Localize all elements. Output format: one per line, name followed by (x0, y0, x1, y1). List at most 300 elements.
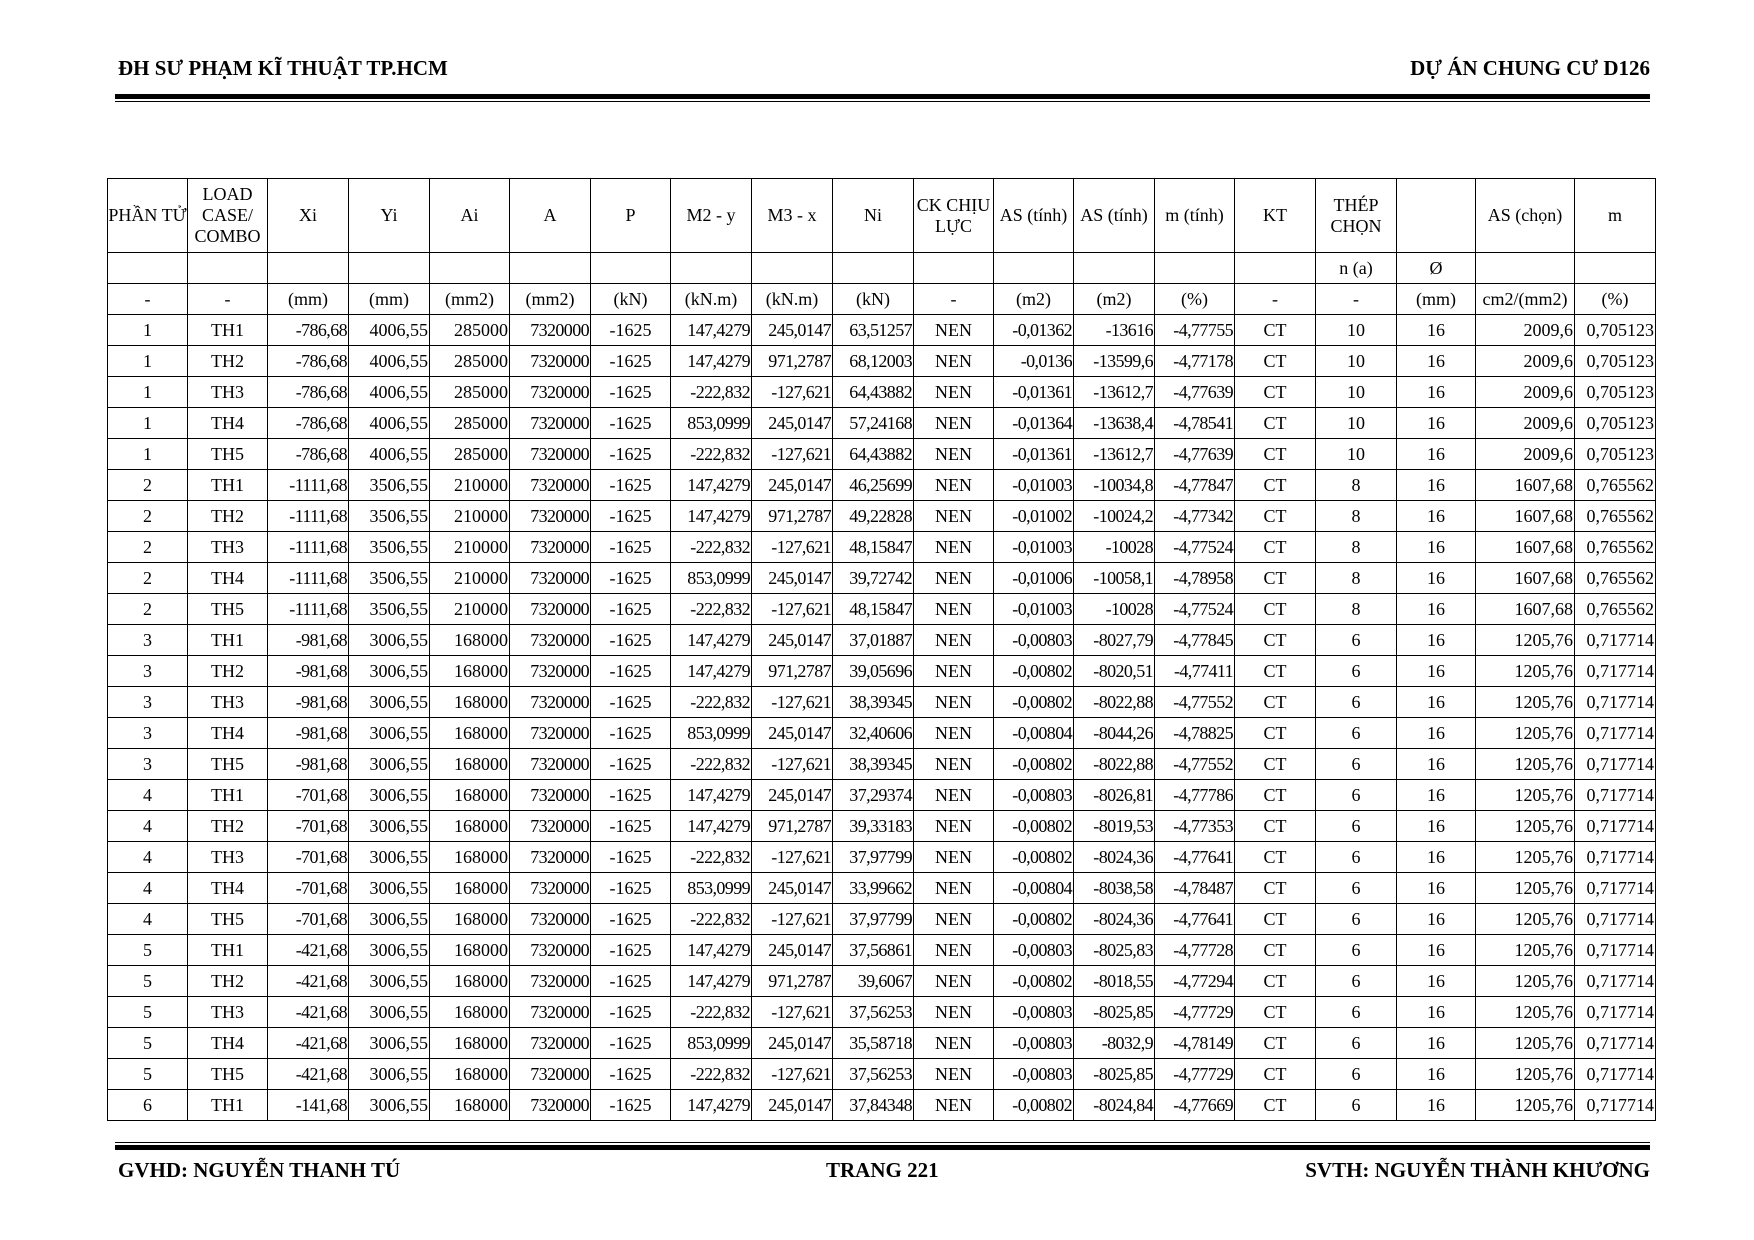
table-cell: 7320000 (510, 315, 591, 346)
table-cell: NEN (914, 842, 994, 873)
table-cell: 7320000 (510, 935, 591, 966)
header-unit-cell: (kN) (833, 284, 914, 315)
table-cell: -222,832 (671, 439, 752, 470)
table-cell: 49,22828 (833, 501, 914, 532)
table-cell: 168000 (430, 811, 510, 842)
table-cell: CT (1235, 501, 1316, 532)
table-cell: CT (1235, 718, 1316, 749)
table-cell: 7320000 (510, 687, 591, 718)
table-cell: -1111,68 (268, 532, 349, 563)
table-cell: -13599,6 (1074, 346, 1155, 377)
table-cell: CT (1235, 1059, 1316, 1090)
table-cell: 147,4279 (671, 935, 752, 966)
table-cell: -421,68 (268, 1059, 349, 1090)
table-cell: 0,717714 (1575, 1028, 1656, 1059)
table-row (108, 563, 1656, 594)
table-cell: 3006,55 (349, 780, 430, 811)
table-cell: 7320000 (510, 873, 591, 904)
table-cell: -1625 (591, 532, 671, 563)
table-row (108, 346, 1656, 377)
table-cell: -1625 (591, 377, 671, 408)
table-cell: NEN (914, 377, 994, 408)
table-cell: -1625 (591, 811, 671, 842)
table-cell: 16 (1397, 501, 1476, 532)
table-cell: -4,77353 (1155, 811, 1235, 842)
table-cell: CT (1235, 625, 1316, 656)
table-cell: -0,00802 (994, 1090, 1074, 1121)
table-cell: 39,6067 (833, 966, 914, 997)
table-cell: -1625 (591, 408, 671, 439)
table-cell: 16 (1397, 1059, 1476, 1090)
table-cell: -222,832 (671, 997, 752, 1028)
table-cell: -4,77845 (1155, 625, 1235, 656)
table-cell: -127,621 (752, 904, 833, 935)
table-cell: CT (1235, 935, 1316, 966)
table-cell: 0,717714 (1575, 656, 1656, 687)
table-cell: -786,68 (268, 408, 349, 439)
table-cell: 245,0147 (752, 315, 833, 346)
table-cell: 4 (108, 842, 188, 873)
table-cell: 37,97799 (833, 842, 914, 873)
table-cell: -10028 (1074, 532, 1155, 563)
table-cell: TH4 (188, 408, 268, 439)
table-cell: 245,0147 (752, 470, 833, 501)
table-cell: 3506,55 (349, 594, 430, 625)
header-unit-cell: - (188, 284, 268, 315)
table-cell: -4,77669 (1155, 1090, 1235, 1121)
table-cell: 0,717714 (1575, 1059, 1656, 1090)
table-cell: 16 (1397, 687, 1476, 718)
table-cell: 64,43882 (833, 439, 914, 470)
table-cell: 168000 (430, 625, 510, 656)
table-cell: CT (1235, 439, 1316, 470)
table-cell: -4,77552 (1155, 749, 1235, 780)
table-cell: 4006,55 (349, 377, 430, 408)
table-cell: -1625 (591, 687, 671, 718)
table-cell: 16 (1397, 346, 1476, 377)
table-cell: 245,0147 (752, 563, 833, 594)
table-cell: TH4 (188, 1028, 268, 1059)
table-cell: 8 (1316, 501, 1397, 532)
header-row-steel (108, 253, 1656, 284)
table-cell: 5 (108, 1028, 188, 1059)
table-cell: -786,68 (268, 377, 349, 408)
table-cell: 7320000 (510, 501, 591, 532)
table-cell: 1205,76 (1476, 687, 1575, 718)
table-cell: 2009,6 (1476, 346, 1575, 377)
table-cell: -10028 (1074, 594, 1155, 625)
table-cell: NEN (914, 749, 994, 780)
table-cell: 853,0999 (671, 873, 752, 904)
table-cell: 0,717714 (1575, 1090, 1656, 1121)
table-cell: NEN (914, 408, 994, 439)
table-cell: -222,832 (671, 842, 752, 873)
table-cell: NEN (914, 315, 994, 346)
header-unit-cell: - (1316, 284, 1397, 315)
table-cell: 37,29374 (833, 780, 914, 811)
footer-student: SVTH: NGUYỄN THÀNH KHƯƠNG (1305, 1158, 1650, 1182)
table-cell: 3506,55 (349, 470, 430, 501)
table-cell: 6 (108, 1090, 188, 1121)
table-cell: 7320000 (510, 563, 591, 594)
table-cell: -13612,7 (1074, 377, 1155, 408)
table-cell: -127,621 (752, 594, 833, 625)
table-cell: -0,01006 (994, 563, 1074, 594)
table-cell: -8025,85 (1074, 1059, 1155, 1090)
table-cell: 168000 (430, 935, 510, 966)
table-cell: 6 (1316, 1090, 1397, 1121)
table-cell: -0,00803 (994, 935, 1074, 966)
table-cell: 6 (1316, 904, 1397, 935)
table-cell: 2009,6 (1476, 315, 1575, 346)
table-cell: 33,99662 (833, 873, 914, 904)
table-cell: -8024,36 (1074, 904, 1155, 935)
header-steel-cell (1235, 253, 1316, 284)
table-cell: 853,0999 (671, 563, 752, 594)
header-title-cell: Ai (430, 179, 510, 253)
table-cell: CT (1235, 377, 1316, 408)
table-cell: 168000 (430, 842, 510, 873)
table-cell: -8025,83 (1074, 935, 1155, 966)
table-cell: -1111,68 (268, 594, 349, 625)
header-title-cell: P (591, 179, 671, 253)
table-cell: 168000 (430, 780, 510, 811)
table-cell: -1625 (591, 966, 671, 997)
table-cell: 10 (1316, 439, 1397, 470)
table-cell: -0,00803 (994, 1028, 1074, 1059)
table-cell: 7320000 (510, 718, 591, 749)
table-cell: -8027,79 (1074, 625, 1155, 656)
header-title-cell: LOAD CASE/ COMBO (188, 179, 268, 253)
table-cell: 1205,76 (1476, 904, 1575, 935)
header-steel-cell (1074, 253, 1155, 284)
table-cell: 1607,68 (1476, 594, 1575, 625)
header-title-cell: Yi (349, 179, 430, 253)
header-project: DỰ ÁN CHUNG CƯ D126 (1410, 56, 1650, 80)
header-school: ĐH SƯ PHẠM KĨ THUẬT TP.HCM (118, 56, 448, 80)
table-cell: CT (1235, 873, 1316, 904)
table-cell: -981,68 (268, 687, 349, 718)
table-row (108, 315, 1656, 346)
table-cell: -222,832 (671, 377, 752, 408)
table-cell: NEN (914, 1059, 994, 1090)
table-cell: NEN (914, 873, 994, 904)
table-cell: 168000 (430, 997, 510, 1028)
table-row (108, 408, 1656, 439)
footer-rule-thin (115, 1142, 1650, 1143)
table-cell: NEN (914, 594, 994, 625)
table-cell: -127,621 (752, 1059, 833, 1090)
table-cell: 0,717714 (1575, 749, 1656, 780)
table-cell: 37,01887 (833, 625, 914, 656)
table-cell: 0,717714 (1575, 966, 1656, 997)
table-cell: TH3 (188, 377, 268, 408)
table-cell: 4006,55 (349, 439, 430, 470)
table-cell: -0,00803 (994, 1059, 1074, 1090)
table-cell: TH4 (188, 563, 268, 594)
header-unit-cell: (mm) (349, 284, 430, 315)
table-cell: 68,12003 (833, 346, 914, 377)
table-cell: 1607,68 (1476, 563, 1575, 594)
table-cell: -0,01003 (994, 532, 1074, 563)
table-cell: -4,78958 (1155, 563, 1235, 594)
table-cell: -8022,88 (1074, 749, 1155, 780)
table-cell: -127,621 (752, 439, 833, 470)
table-cell: 16 (1397, 873, 1476, 904)
table-cell: 6 (1316, 873, 1397, 904)
table-cell: -1111,68 (268, 501, 349, 532)
table-cell: NEN (914, 470, 994, 501)
table-cell: 6 (1316, 842, 1397, 873)
table-cell: CT (1235, 346, 1316, 377)
table-cell: 57,24168 (833, 408, 914, 439)
table-cell: -981,68 (268, 656, 349, 687)
header-unit-cell: - (1235, 284, 1316, 315)
table-cell: -1625 (591, 656, 671, 687)
table-cell: 7320000 (510, 904, 591, 935)
table-cell: 10 (1316, 346, 1397, 377)
header-steel-cell (188, 253, 268, 284)
table-cell: 39,72742 (833, 563, 914, 594)
table-cell: 168000 (430, 1059, 510, 1090)
table-cell: 1205,76 (1476, 656, 1575, 687)
table-cell: TH1 (188, 780, 268, 811)
table-cell: 7320000 (510, 346, 591, 377)
table-cell: 147,4279 (671, 780, 752, 811)
table-cell: TH2 (188, 966, 268, 997)
table-cell: CT (1235, 811, 1316, 842)
table-cell: 3006,55 (349, 873, 430, 904)
header-unit-cell: (%) (1155, 284, 1235, 315)
table-cell: 16 (1397, 377, 1476, 408)
header-steel-cell (671, 253, 752, 284)
table-cell: 210000 (430, 470, 510, 501)
table-cell: 971,2787 (752, 811, 833, 842)
table-cell: -0,00802 (994, 842, 1074, 873)
table-cell: -786,68 (268, 315, 349, 346)
table-cell: 1205,76 (1476, 966, 1575, 997)
table-cell: -4,77729 (1155, 1059, 1235, 1090)
table-cell: NEN (914, 439, 994, 470)
table-cell: NEN (914, 966, 994, 997)
table-cell: 3006,55 (349, 625, 430, 656)
table-cell: -4,78825 (1155, 718, 1235, 749)
table-cell: 147,4279 (671, 470, 752, 501)
table-cell: -0,01003 (994, 594, 1074, 625)
table-cell: -10024,2 (1074, 501, 1155, 532)
table-cell: 245,0147 (752, 935, 833, 966)
table-row (108, 470, 1656, 501)
table-cell: NEN (914, 997, 994, 1028)
table-cell: CT (1235, 1028, 1316, 1059)
table-cell: -421,68 (268, 935, 349, 966)
table-cell: 5 (108, 997, 188, 1028)
table-cell: 1205,76 (1476, 718, 1575, 749)
table-cell: 6 (1316, 1028, 1397, 1059)
table-cell: 0,717714 (1575, 904, 1656, 935)
table-cell: 168000 (430, 873, 510, 904)
table-cell: NEN (914, 780, 994, 811)
table-cell: 1205,76 (1476, 749, 1575, 780)
table-cell: 8 (1316, 594, 1397, 625)
header-title-cell: m (tính) (1155, 179, 1235, 253)
table-cell: 3006,55 (349, 904, 430, 935)
table-cell: 0,717714 (1575, 625, 1656, 656)
table-cell: -1625 (591, 563, 671, 594)
table-cell: CT (1235, 904, 1316, 935)
header-unit-cell: cm2/(mm2) (1476, 284, 1575, 315)
table-cell: 1205,76 (1476, 935, 1575, 966)
header-unit-cell: (kN.m) (671, 284, 752, 315)
table-cell: NEN (914, 811, 994, 842)
table-cell: 6 (1316, 811, 1397, 842)
table-cell: 16 (1397, 1028, 1476, 1059)
table-cell: -4,78541 (1155, 408, 1235, 439)
table-cell: TH2 (188, 501, 268, 532)
table-cell: 7320000 (510, 377, 591, 408)
table-cell: 0,717714 (1575, 873, 1656, 904)
table-cell: 48,15847 (833, 532, 914, 563)
table-cell: TH5 (188, 904, 268, 935)
table-cell: 2009,6 (1476, 377, 1575, 408)
header-row-units (108, 284, 1656, 315)
table-row (108, 997, 1656, 1028)
table-cell: -127,621 (752, 997, 833, 1028)
table-cell: NEN (914, 904, 994, 935)
table-cell: -8038,58 (1074, 873, 1155, 904)
table-cell: 48,15847 (833, 594, 914, 625)
table-cell: TH4 (188, 873, 268, 904)
table-cell: -8024,84 (1074, 1090, 1155, 1121)
table-cell: 0,705123 (1575, 377, 1656, 408)
table-cell: 6 (1316, 687, 1397, 718)
table-cell: 245,0147 (752, 873, 833, 904)
table-row (108, 439, 1656, 470)
table-cell: -0,0136 (994, 346, 1074, 377)
table-cell: 245,0147 (752, 1090, 833, 1121)
table-row (108, 532, 1656, 563)
header-unit-cell: (mm) (268, 284, 349, 315)
table-cell: 6 (1316, 718, 1397, 749)
table-cell: 8 (1316, 470, 1397, 501)
table-cell: 147,4279 (671, 811, 752, 842)
table-cell: 0,765562 (1575, 563, 1656, 594)
header-unit-cell: (mm) (1397, 284, 1476, 315)
header-steel-cell: Ø (1397, 253, 1476, 284)
table-cell: 6 (1316, 749, 1397, 780)
table-cell: 3 (108, 718, 188, 749)
table-cell: 210000 (430, 594, 510, 625)
table-cell: 2 (108, 594, 188, 625)
table-cell: 147,4279 (671, 1090, 752, 1121)
header-title-cell: m (1575, 179, 1656, 253)
table-cell: -1625 (591, 439, 671, 470)
table-cell: -8032,9 (1074, 1028, 1155, 1059)
table-cell: CT (1235, 656, 1316, 687)
table-cell: -0,01361 (994, 377, 1074, 408)
table-cell: 16 (1397, 1090, 1476, 1121)
table-cell: 39,05696 (833, 656, 914, 687)
table-cell: 7320000 (510, 1090, 591, 1121)
header-steel-cell (108, 253, 188, 284)
page-footer (115, 1158, 1650, 1184)
table-cell: 7320000 (510, 470, 591, 501)
table-cell: NEN (914, 346, 994, 377)
table-cell: 7320000 (510, 811, 591, 842)
table-cell: 7320000 (510, 532, 591, 563)
table-cell: 168000 (430, 749, 510, 780)
table-cell: -222,832 (671, 1059, 752, 1090)
table-cell: 0,705123 (1575, 408, 1656, 439)
table-cell: 1205,76 (1476, 842, 1575, 873)
table-cell: 2 (108, 470, 188, 501)
header-rule-thick (115, 94, 1650, 99)
table-cell: 6 (1316, 966, 1397, 997)
table-cell: 16 (1397, 966, 1476, 997)
table-cell: 3006,55 (349, 656, 430, 687)
reinforcement-table (107, 178, 1656, 1121)
table-cell: CT (1235, 966, 1316, 997)
table-cell: -127,621 (752, 532, 833, 563)
table-cell: 853,0999 (671, 718, 752, 749)
table-cell: -127,621 (752, 842, 833, 873)
table-cell: 1205,76 (1476, 1028, 1575, 1059)
table-cell: TH3 (188, 532, 268, 563)
table-cell: 1205,76 (1476, 997, 1575, 1028)
table-cell: 6 (1316, 780, 1397, 811)
table-cell: 285000 (430, 346, 510, 377)
table-cell: -701,68 (268, 780, 349, 811)
table-cell: -786,68 (268, 346, 349, 377)
table-cell: -981,68 (268, 749, 349, 780)
header-steel-cell (914, 253, 994, 284)
table-cell: 16 (1397, 749, 1476, 780)
table-cell: -4,77641 (1155, 904, 1235, 935)
table-cell: NEN (914, 687, 994, 718)
table-cell: 971,2787 (752, 656, 833, 687)
table-cell: TH5 (188, 594, 268, 625)
table-cell: -127,621 (752, 687, 833, 718)
table-cell: CT (1235, 780, 1316, 811)
table-cell: 3 (108, 749, 188, 780)
table-cell: -0,00802 (994, 749, 1074, 780)
table-cell: 38,39345 (833, 749, 914, 780)
table-cell: 16 (1397, 811, 1476, 842)
table-cell: 3006,55 (349, 966, 430, 997)
table-cell: CT (1235, 532, 1316, 563)
table-cell: -1625 (591, 625, 671, 656)
table-cell: -4,77847 (1155, 470, 1235, 501)
table-cell: -1625 (591, 780, 671, 811)
table-cell: -8044,26 (1074, 718, 1155, 749)
table-cell: TH3 (188, 687, 268, 718)
table-cell: 16 (1397, 439, 1476, 470)
table-cell: 1 (108, 408, 188, 439)
table-cell: -222,832 (671, 904, 752, 935)
table-cell: -8022,88 (1074, 687, 1155, 718)
header-unit-cell: (%) (1575, 284, 1656, 315)
table-cell: CT (1235, 470, 1316, 501)
table-cell: 16 (1397, 594, 1476, 625)
table-cell: -1625 (591, 873, 671, 904)
table-cell: -1625 (591, 1028, 671, 1059)
table-cell: -13638,4 (1074, 408, 1155, 439)
table-cell: 971,2787 (752, 346, 833, 377)
table-row (108, 377, 1656, 408)
table-cell: -0,01362 (994, 315, 1074, 346)
table-cell: 4 (108, 780, 188, 811)
table-cell: 285000 (430, 439, 510, 470)
